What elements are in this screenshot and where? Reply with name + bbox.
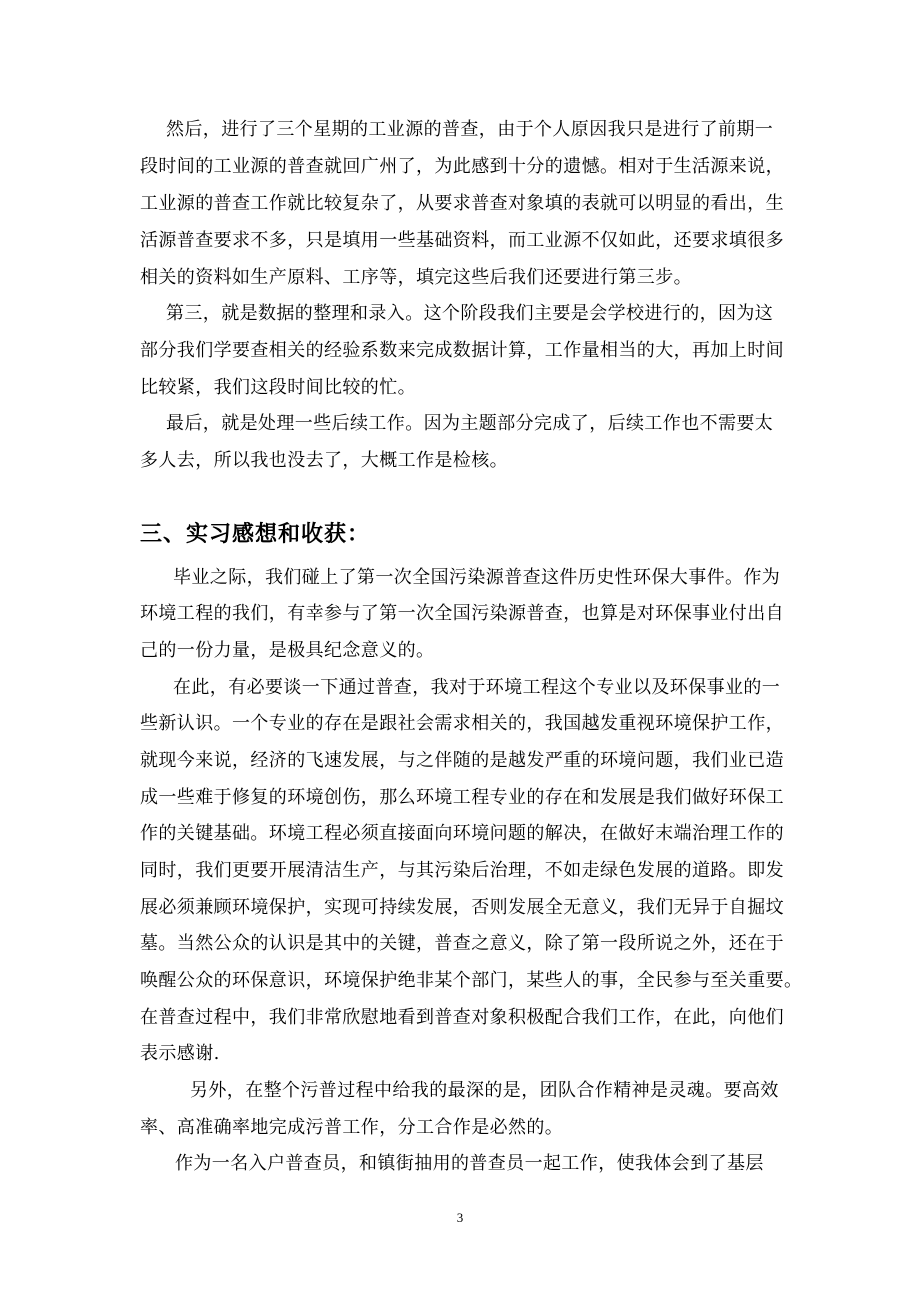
paragraph-line: 墓。当然公众的认识是其中的关键，普查之意义，除了第一段所说之外，还在于 xyxy=(140,933,784,954)
page-number: 3 xyxy=(456,1210,464,1225)
paragraph-line: 段时间的工业源的普查就回广州了，为此感到十分的遗憾。相对于生活源来说， xyxy=(140,156,784,177)
paragraph-line: 些新认识。一个专业的存在是跟社会需求相关的，我国越发重视环境保护工作， xyxy=(140,713,784,734)
paragraph-line: 展必须兼顾环境保护，实现可持续发展，否则发展全无意义，我们无异于自掘坟 xyxy=(140,897,784,918)
paragraph-line: 环境工程的我们，有幸参与了第一次全国污染源普查，也算是对环保事业付出自 xyxy=(140,603,784,624)
paragraph-line: 就现今来说，经济的飞速发展，与之伴随的是越发严重的环境问题，我们业已造 xyxy=(140,750,784,771)
paragraph-line: 在此，有必要谈一下通过普查，我对于环境工程这个专业以及环保事业的一 xyxy=(173,677,781,698)
paragraph-line: 唤醒公众的环保意识，环境保护绝非某个部门，某些人的事，全民参与至关重要。 xyxy=(140,970,803,991)
paragraph-line: 毕业之际，我们碰上了第一次全国污染源普查这件历史性环保大事件。作为 xyxy=(173,567,781,588)
section-heading: 三、实习感想和收获： xyxy=(140,522,371,547)
paragraph-line: 表示感谢. xyxy=(140,1043,220,1064)
paragraph-line: 成一些难于修复的环境创伤，那么环境工程专业的存在和发展是我们做好环保工 xyxy=(140,787,784,808)
paragraph-line: 率、高准确率地完成污普工作，分工合作是必然的。 xyxy=(140,1117,564,1138)
paragraph-line: 第三，就是数据的整理和录入。这个阶段我们主要是会学校进行的，因为这 xyxy=(166,303,774,324)
paragraph-line: 活源普查要求不多，只是填用一些基础资料，而工业源不仅如此，还要求填很多 xyxy=(140,230,784,251)
paragraph-line: 作的关键基础。环境工程必须直接面向环境问题的解决，在做好末端治理工作的 xyxy=(140,823,784,844)
paragraph-line: 在普查过程中，我们非常欣慰地看到普查对象积极配合我们工作，在此，向他们 xyxy=(140,1007,784,1028)
paragraph-line: 同时，我们更要开展清洁生产，与其污染后治理，不如走绿色发展的道路。即发 xyxy=(140,860,784,881)
paragraph-line: 另外，在整个污普过程中给我的最深的是，团队合作精神是灵魂。要高效 xyxy=(190,1080,779,1101)
paragraph-line: 最后，就是处理一些后续工作。因为主题部分完成了，后续工作也不需要太 xyxy=(166,413,774,434)
paragraph-line: 作为一名入户普查员，和镇街抽用的普查员一起工作，使我体会到了基层 xyxy=(175,1153,764,1174)
paragraph-line: 多人去，所以我也没去了，大概工作是检核。 xyxy=(140,450,508,471)
paragraph-line: 工业源的普查工作就比较复杂了，从要求普查对象填的表就可以明显的看出，生 xyxy=(140,193,784,214)
paragraph-line: 部分我们学要查相关的经验系数来完成数据计算，工作量相当的大，再加上时间 xyxy=(140,340,784,361)
paragraph-line: 己的一份力量，是极具纪念意义的。 xyxy=(140,640,435,661)
paragraph-line: 然后，进行了三个星期的工业源的普查，由于个人原因我只是进行了前期一 xyxy=(166,119,774,140)
paragraph-line: 相关的资料如生产原料、工序等，填完这些后我们还要进行第三步。 xyxy=(140,267,692,288)
paragraph-line: 比较紧，我们这段时间比较的忙。 xyxy=(140,377,416,398)
